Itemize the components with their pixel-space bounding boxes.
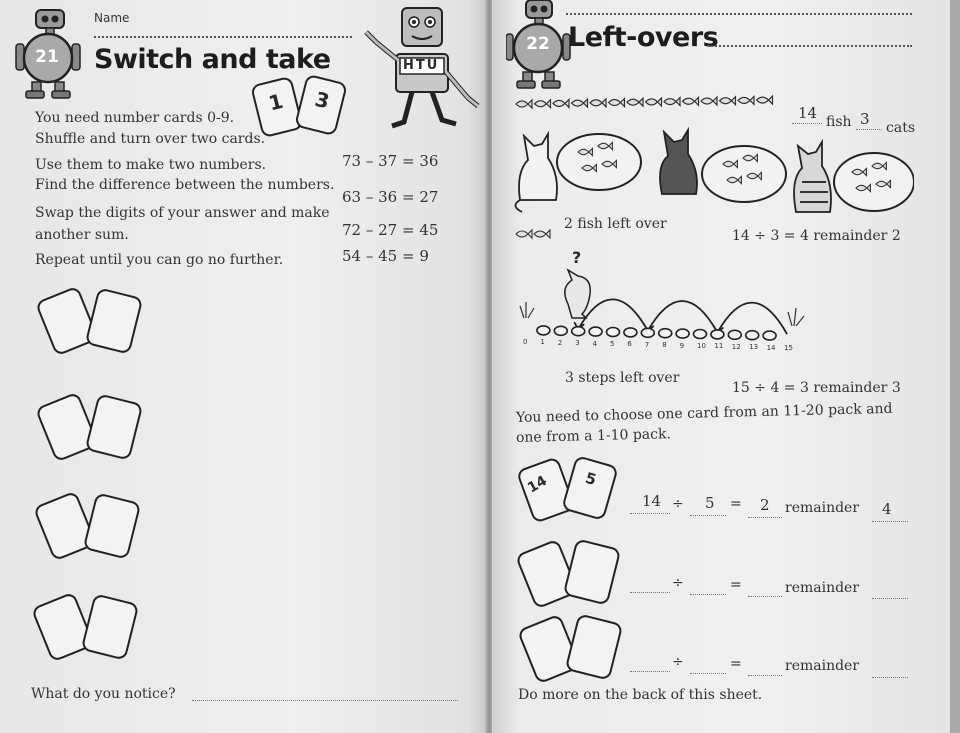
number-line-label: 9 — [679, 341, 685, 350]
activity-number-badge: 21 — [35, 47, 59, 67]
answer-line[interactable] — [872, 677, 908, 678]
fish-icon — [720, 97, 736, 105]
example-equation: 63 – 36 = 27 — [342, 188, 439, 206]
instruction-line: Repeat until you can go no further. — [35, 252, 284, 268]
fish-icon — [535, 100, 551, 108]
notice-prompt: What do you notice? — [31, 686, 176, 702]
fish-group-ellipse — [834, 153, 914, 211]
answer-line[interactable] — [690, 673, 726, 674]
choose-text: one from a 1-10 pack. — [515, 426, 672, 446]
question-mark: ? — [572, 248, 582, 267]
number-line-label: 5 — [610, 340, 615, 348]
remainder-label: remainder — [785, 580, 860, 596]
right-page — [492, 0, 950, 733]
card-value: 14 — [524, 472, 550, 497]
remainder-label: remainder — [785, 500, 860, 516]
page-edge — [950, 0, 960, 733]
number-line-label: 4 — [592, 339, 598, 348]
steps-left-text: 3 steps left over — [565, 370, 680, 386]
divide-sign: ÷ — [672, 496, 684, 512]
answer-line[interactable] — [748, 596, 782, 597]
instruction-line: Find the difference between the numbers. — [35, 177, 335, 193]
fish-icon — [664, 98, 680, 106]
answer-line — [630, 513, 670, 514]
remainder-label: remainder — [785, 658, 860, 674]
equals-sign: = — [730, 496, 742, 512]
card-value: 5 — [583, 468, 599, 489]
fish-icon — [683, 97, 699, 105]
instruction-line: Use them to make two numbers. — [35, 157, 267, 173]
fish-icon — [609, 99, 625, 107]
number-line-label: 2 — [557, 338, 563, 347]
name-label: Name — [94, 11, 130, 25]
choose-text: You need to choose one card from an 11-20 pack and — [515, 400, 893, 426]
divide-sign: ÷ — [672, 575, 684, 591]
instruction-line: You need number cards 0-9. — [35, 110, 235, 126]
fish-icon — [757, 96, 773, 104]
fish-row — [514, 92, 790, 116]
equals-sign: = — [730, 577, 742, 593]
answer-line[interactable] — [748, 675, 782, 676]
fish-group-ellipse — [702, 146, 786, 202]
title-dotted-rule — [708, 45, 912, 47]
fish-left-text: 2 fish left over — [564, 216, 667, 232]
answer-line — [748, 517, 782, 518]
fish-group-ellipse — [557, 134, 641, 190]
blank-card — [565, 613, 624, 680]
leftover-fish — [514, 226, 554, 242]
number-line-labels — [512, 246, 822, 366]
example-equation: 54 – 45 = 9 — [342, 247, 429, 265]
cat-icon — [515, 134, 557, 212]
fish-icon — [627, 98, 643, 106]
number-line-label: 10 — [697, 342, 706, 350]
number-line-label: 3 — [575, 339, 580, 348]
cat-icon — [794, 142, 831, 212]
page-title: Switch and take — [94, 44, 331, 75]
blank-card — [81, 593, 140, 660]
notice-answer-line[interactable] — [192, 700, 458, 701]
number-line-label: 12 — [731, 342, 741, 351]
answer-line[interactable] — [872, 598, 908, 599]
number-card — [250, 76, 304, 139]
fish-label: fish — [826, 114, 852, 130]
fish-icon — [590, 99, 606, 107]
answer-line[interactable] — [630, 671, 670, 672]
activity-number-badge: 22 — [526, 34, 550, 54]
name-field-line[interactable] — [566, 13, 912, 15]
number-line-label: 6 — [627, 340, 632, 349]
example-equation: 72 – 27 = 45 — [342, 221, 439, 239]
cats-and-fish-illustration — [514, 122, 914, 222]
name-field-line[interactable] — [94, 36, 352, 38]
fish-icon — [516, 100, 532, 108]
example-dividend: 14 — [642, 492, 662, 510]
instruction-line: Swap the digits of your answer and make — [35, 205, 330, 221]
equals-sign: = — [730, 656, 742, 672]
number-card — [561, 455, 619, 521]
blank-card — [85, 287, 144, 354]
answer-line — [690, 515, 726, 516]
card-value: 3 — [312, 86, 332, 114]
blank-card — [563, 538, 622, 605]
number-line-label: 13 — [749, 343, 759, 352]
steps-division: 15 ÷ 4 = 3 remainder 3 — [732, 380, 901, 396]
instruction-line: another sum. — [35, 227, 129, 243]
answer-line[interactable] — [630, 592, 670, 593]
number-line-label: 8 — [662, 341, 667, 350]
cat-label: cats — [886, 120, 915, 136]
number-line-label: 15 — [784, 344, 793, 352]
number-card — [294, 74, 348, 137]
example-equation: 73 – 37 = 36 — [342, 152, 439, 170]
example-divisor: 5 — [705, 494, 715, 512]
number-line-label: 11 — [714, 342, 724, 351]
robot-sign: HTU — [403, 58, 440, 73]
card-value: 1 — [266, 88, 286, 116]
cat-count: 3 — [860, 110, 870, 128]
number-line-label: 1 — [540, 338, 545, 347]
fish-icon — [572, 99, 588, 107]
fish-count: 14 — [798, 104, 818, 122]
fish-icon — [738, 96, 754, 104]
fish-icon — [646, 98, 662, 106]
number-line-label: 0 — [523, 338, 528, 346]
blank-card — [83, 492, 142, 559]
answer-line — [872, 521, 908, 522]
divide-sign: ÷ — [672, 654, 684, 670]
example-quotient: 2 — [760, 496, 770, 514]
answer-line[interactable] — [690, 594, 726, 595]
fish-division: 14 ÷ 3 = 4 remainder 2 — [732, 228, 901, 244]
fish-icon — [701, 97, 717, 105]
number-line-label: 14 — [766, 343, 776, 352]
page-title: Left-overs — [568, 22, 719, 53]
footer-note: Do more on the back of this sheet. — [518, 687, 763, 703]
blank-card — [85, 393, 144, 460]
instruction-line: Shuffle and turn over two cards. — [35, 131, 266, 147]
example-remainder: 4 — [882, 500, 892, 518]
fish-icon — [553, 99, 569, 107]
cat-icon — [660, 130, 697, 194]
number-line-label: 7 — [644, 340, 650, 349]
